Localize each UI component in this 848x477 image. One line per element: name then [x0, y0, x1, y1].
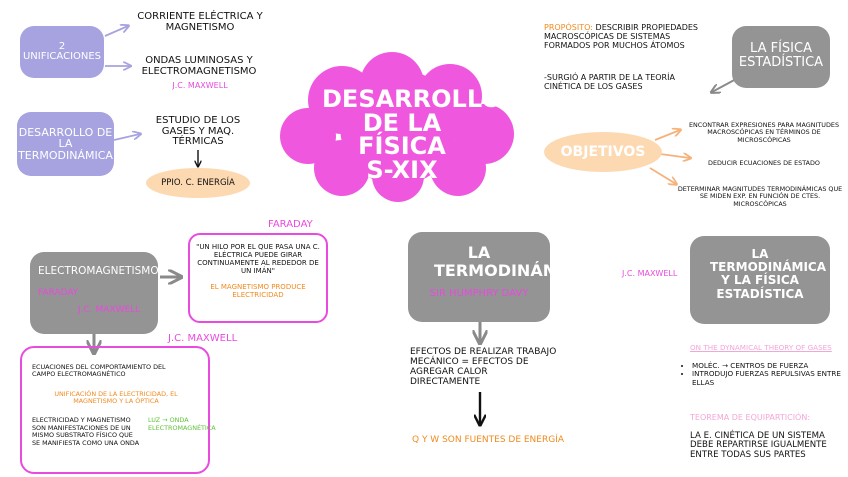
termo-label: LA TERMODINÁMICA — [434, 243, 589, 280]
electro-label: ELECTROMAGNETISMO — [38, 265, 159, 277]
estadistica-proposito — [544, 24, 716, 50]
unificaciones-item-2: ONDAS LUMINOSAS Y ELECTROMAGNETISMO — [141, 55, 257, 77]
termo-dev-label: DESARROLLO DE LA TERMODINÁMICA — [18, 125, 113, 162]
termo-author: SIR HUMPHRY DAVY — [429, 288, 529, 300]
termo-estad-node — [690, 236, 830, 324]
maxwell-text-3: ELECTRICIDAD Y MAGNETISMO SON MANIFESTACIONES DE UN MISMO SUBSTRATO FÍSICO QUE SE MANIFIESTA COMO UNA ONDA — [32, 416, 140, 447]
arrow-obj-1 — [655, 130, 680, 140]
faraday-quote: "UN HILO POR EL QUE PASA UNA C. ELÉCTRICA PUEDE GIRAR CONTINUAMENTE AL REDEDOR DE UN IMÁN" — [196, 243, 320, 276]
estadistica-node — [732, 26, 830, 88]
objetivos-label: OBJETIVOS — [560, 144, 646, 160]
estadistica-origin: -SURGIÓ A PARTIR DE LA TEORÍA CINÉTICA DE LOS GASES — [544, 73, 675, 91]
electro-author-1: FARADAY — [38, 288, 79, 299]
unificaciones-item-1: CORRIENTE ELÉCTRICA Y MAGNETISMO — [137, 11, 263, 33]
central-title-line-2: DE LA FÍSICA — [358, 108, 446, 161]
central-title — [322, 85, 502, 184]
termo-effects: EFECTOS DE REALIZAR TRABAJO MECÁNICO = EFECTOS DE AGREGAR CALOR DIRECTAMENTE — [410, 347, 557, 387]
objetivos-item-3: DETERMINAR MAGNITUDES TERMODINÁMICAS QUE SE MIDEN EXP. EN FUNCIÓN DE CTES. MICROSCÓPICAS — [677, 185, 843, 208]
objetivos-item-1: ENCONTRAR EXPRESIONES PARA MAGNITUDES MACROSCÓPICAS EN TÉRMINOS DE MICROSCÓPICAS — [688, 121, 840, 144]
central-title-line-3: S-XIX — [366, 155, 438, 184]
termo-node — [408, 232, 589, 322]
theorem-text: LA E. CINÉTICA DE UN SISTEMA DEBE REPARTIRSE IGUALMENTE ENTRE TODAS SUS PARTES — [690, 431, 827, 460]
maxwell-box — [20, 346, 216, 474]
electro-node — [30, 252, 158, 334]
unificaciones-author: J.C. MAXWELL — [172, 81, 228, 90]
proposito-text: DESCRIBIR PROPIEDADES MACROSCÓPICAS DE SISTEMAS FORMADOS POR MUCHOS ÁTOMOS — [544, 23, 698, 50]
electro-author-2: J.C. MAXWELL — [78, 305, 141, 316]
termo-conclusion: Q Y W SON FUENTES DE ENERGÍA — [412, 435, 565, 445]
termo-estad-author: J.C. MAXWELL — [622, 269, 678, 278]
maxwell-text-1: ECUACIONES DEL COMPORTAMIENTO DEL CAMPO ELECTROMAGNÉTICO — [32, 363, 166, 379]
faraday-heading: FARADAY — [268, 219, 313, 230]
maxwell-text-2: UNIFICACIÓN DE LA ELECTRICIDAD, EL MAGNETISMO Y LA ÓPTICA — [54, 389, 178, 406]
proposito-label: PROPÓSITO: — [544, 23, 593, 32]
estadistica-label: LA FÍSICA ESTADÍSTICA — [738, 41, 824, 70]
central-title-line-1: DESARROLLO — [322, 85, 502, 113]
unificaciones-label: 2 UNIFICACIONES — [22, 40, 102, 62]
maxwell-heading: J.C. MAXWELL — [168, 333, 238, 344]
faraday-note: EL MAGNETISMO PRODUCE ELECTRICIDAD — [210, 283, 306, 300]
objetivos-node — [544, 132, 662, 172]
unificaciones-node — [20, 26, 104, 78]
maxwell-text-4: LUZ → ONDA ELECTROMAGNÉTICA — [148, 416, 216, 432]
arrow-termo-dev — [114, 134, 140, 140]
theory-bullet-2: • INTRODUJO FUERZAS REPULSIVAS ENTRE ELLAS — [692, 370, 848, 387]
termo-dev-node — [17, 112, 114, 176]
termo-estad-label: LA TERMODINÁMICA Y LA FÍSICA ESTADÍSTICA — [710, 247, 827, 301]
theory-bullets — [676, 362, 848, 387]
arrow-unif-1 — [105, 26, 128, 36]
faraday-box — [188, 233, 328, 323]
theory-bullet-1: • MOLÉC. → CENTROS DE FUERZA — [692, 362, 848, 370]
arrow-obj-3 — [650, 168, 676, 184]
theorem-label: TEOREMA DE EQUIPARTICIÓN: — [690, 413, 811, 422]
termo-dev-study: ESTUDIO DE LOS GASES Y MAQ. TÉRMICAS — [155, 115, 241, 147]
theory-label: ON THE DYNAMICAL THEORY OF GASES — [690, 343, 832, 352]
objetivos-item-2: DEDUCIR ECUACIONES DE ESTADO — [708, 159, 820, 167]
maxwell-row — [32, 416, 216, 447]
arrow-obj-2 — [660, 154, 690, 158]
termo-dev-principle: PPIO. C. ENERGÍA — [146, 168, 250, 198]
